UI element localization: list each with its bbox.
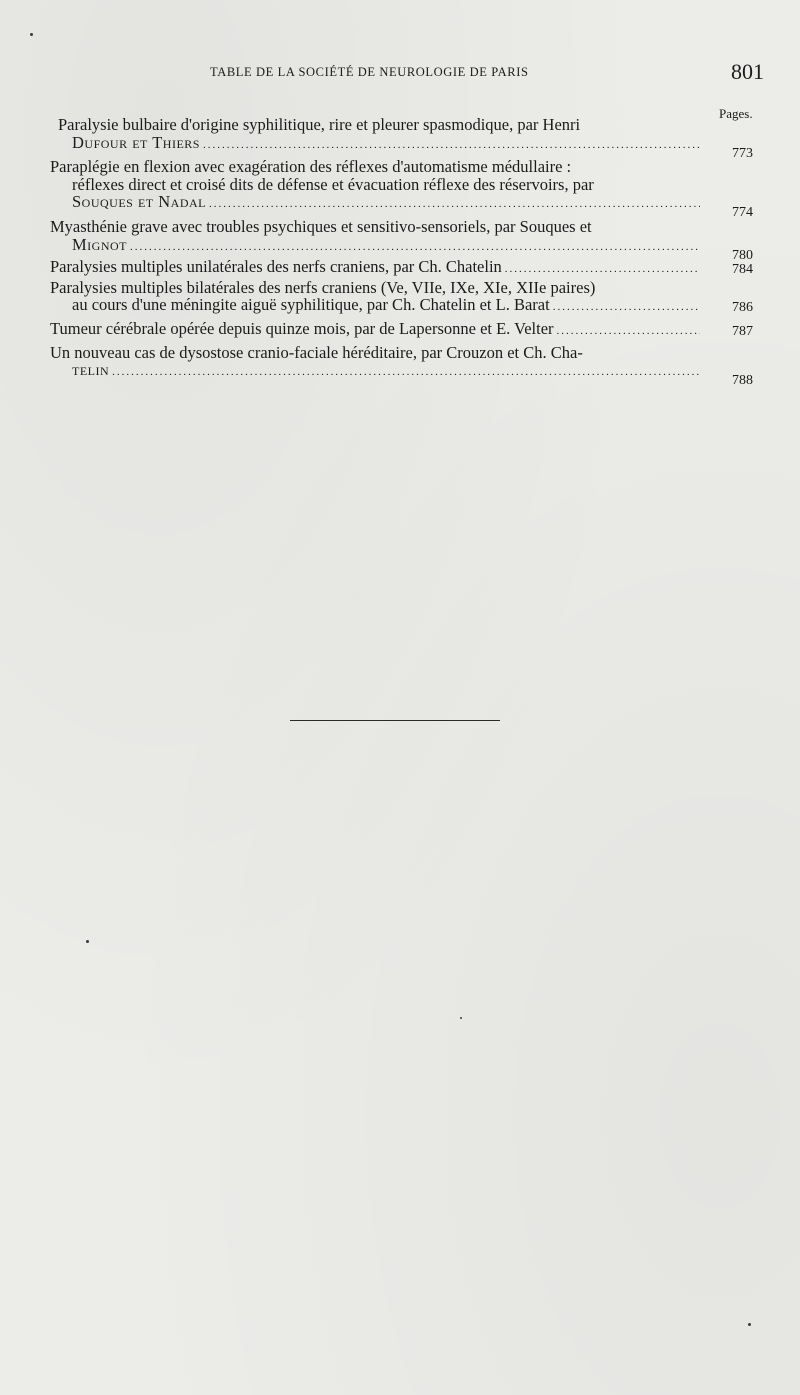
table-of-contents	[50, 115, 766, 389]
toc-entry-authors: Mignot	[72, 234, 127, 254]
toc-entry-page: 784	[732, 262, 753, 278]
paper-speck	[748, 1323, 751, 1326]
toc-entry	[50, 277, 753, 317]
toc-entry-page: 788	[732, 373, 753, 389]
dot-leader	[130, 239, 700, 257]
end-rule	[290, 720, 500, 721]
toc-entry-line: Un nouveau cas de dysostose cranio-faciale héréditaire, par Crouzon et Ch. Cha-	[50, 342, 583, 362]
paper-speck	[86, 940, 89, 943]
toc-entry-line: Paraplégie en flexion avec exagération des réflexes d'automatisme médullaire :	[50, 157, 572, 177]
toc-entry	[50, 157, 753, 221]
toc-entry-lead	[50, 361, 700, 382]
toc-entry-authors: Dufour et Thiers	[72, 132, 200, 152]
dot-leader	[203, 137, 700, 155]
toc-entry-line: Paralysies multiples bilatérales des nerfs craniens (Ve, VIIe, IXe, XIe, XIIe paires)	[50, 277, 596, 297]
toc-entry-authors: telin	[72, 360, 110, 380]
toc-entry	[50, 257, 753, 279]
toc-entry-page: 787	[732, 323, 753, 339]
running-title: TABLE DE LA SOCIÉTÉ DE NEUROLOGIE DE PARIS	[210, 65, 529, 79]
toc-entry-authors: Souques et Nadal	[72, 192, 206, 212]
toc-entry	[50, 342, 753, 389]
toc-entry-lead	[50, 320, 700, 341]
toc-entry-lead	[50, 134, 700, 155]
dot-leader	[112, 364, 700, 382]
toc-entry-line: réflexes direct et croisé dits de défense et évacuation réflexe des réservoirs, par	[72, 174, 594, 194]
toc-entry-lead	[50, 193, 700, 214]
dot-leader	[557, 323, 700, 341]
toc-entry-line: Paralysie bulbaire d'origine syphilitique, rire et pleurer spasmodique, par Henri	[58, 115, 581, 134]
toc-entry-title: Paralysies multiples unilatérales des nerfs craniens, par Ch. Chatelin	[50, 257, 502, 277]
dot-leader	[505, 261, 700, 279]
page-number: 801	[731, 59, 764, 84]
toc-entry-title: Tumeur cérébrale opérée depuis quinze mois, par de Lapersonne et E. Velter	[50, 318, 554, 338]
dot-leader	[209, 196, 700, 214]
toc-entry	[50, 318, 753, 341]
toc-entry	[50, 115, 753, 161]
toc-entry-title: au cours d'une méningite aiguë syphilitique, par Ch. Chatelin et L. Barat	[72, 295, 550, 315]
toc-entry-lead	[50, 258, 700, 279]
toc-entry-line: Myasthénie grave avec troubles psychiques et sensitivo-sensoriels, par Souques et	[50, 216, 592, 236]
toc-entry-lead	[50, 236, 700, 257]
toc-entry-lead	[50, 296, 700, 317]
toc-entry	[50, 216, 753, 263]
toc-entry-page: 774	[732, 205, 753, 221]
toc-entry-page: 780	[732, 247, 753, 263]
toc-entry-page: 786	[732, 300, 753, 316]
paper-speck	[460, 1017, 462, 1019]
paper-speck	[30, 33, 33, 36]
toc-entry-page: 773	[732, 145, 753, 161]
pages-column-label: Pages.	[719, 106, 753, 121]
dot-leader	[553, 299, 700, 317]
